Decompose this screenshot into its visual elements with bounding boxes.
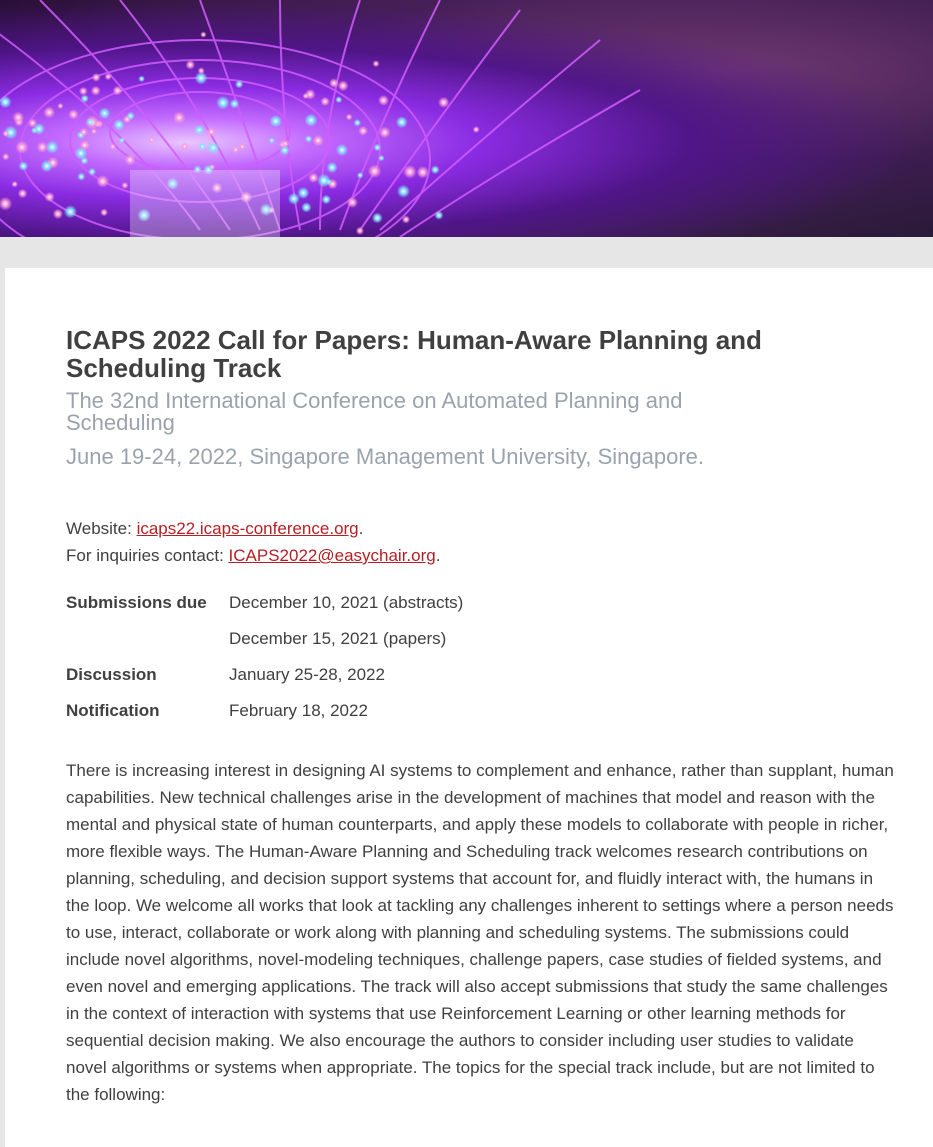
deadline-value: December 15, 2021 (papers) <box>229 629 447 648</box>
light-dot <box>96 175 109 188</box>
light-dot <box>230 99 240 109</box>
light-dot <box>19 161 29 171</box>
light-dot <box>335 96 342 103</box>
light-dot <box>86 118 94 126</box>
light-dot <box>397 185 410 198</box>
light-dot <box>91 86 101 96</box>
light-dot <box>438 97 449 108</box>
light-dot <box>373 60 380 67</box>
inquiries-label: For inquiries contact: <box>66 546 229 565</box>
light-dot <box>358 126 368 136</box>
light-dot <box>113 119 124 130</box>
light-dot <box>434 211 443 220</box>
light-dot <box>0 197 12 211</box>
website-label: Website: <box>66 519 137 538</box>
light-dot <box>53 209 63 219</box>
light-dot <box>41 160 53 172</box>
track-description: There is increasing interest in designing AI systems to complement and enhance, rather than supplant, human capabilities. New technical challenges arise in the development of machines that model and reason with the mental and physical state of human counterparts, and apply these models to collaborate with people in richer, more flexible ways. The Human-Aware Planning and Scheduling track welcomes research contributions on planning, scheduling, and decision support systems that account for, and fluidly interact with, the humans in the loop. We welcome all works that look at tackling any challenges inherent to settings where a person needs to use, interact, collaborate or work along with planning and scheduling systems. The submissions could include novel algorithms, novel-modeling techniques, challenge papers, case studies of fielded systems, and even novel and emerging applications. The track will also accept submissions that study the same challenges in the context of interaction with systems that use Reinforcement Learning or other learning methods for sequential decision making. We also encourage the authors to consider including user studies to validate novel algorithms or systems when appropriate. The topics for the special track include, but are not limited to the following: <box>66 761 894 1104</box>
light-dot <box>303 93 309 99</box>
deadline-label <box>66 621 229 657</box>
light-dot <box>207 142 219 154</box>
light-dot <box>46 141 59 154</box>
website-suffix: . <box>358 519 364 538</box>
deadline-row <box>66 693 463 729</box>
light-dot <box>64 205 77 218</box>
light-dot <box>235 80 243 88</box>
light-dot <box>186 60 196 70</box>
light-dot <box>281 140 289 148</box>
light-dot <box>11 181 18 188</box>
light-dot <box>368 164 382 178</box>
light-dot <box>354 119 361 126</box>
light-dot <box>80 128 88 136</box>
light-dot <box>81 95 89 103</box>
light-dot <box>148 137 155 144</box>
hero-lights-illustration <box>0 0 933 237</box>
light-dot <box>336 144 348 156</box>
light-dot <box>88 168 96 176</box>
light-dot <box>329 78 339 88</box>
light-dot <box>57 103 63 109</box>
light-dot <box>327 162 338 173</box>
deadline-row <box>66 621 463 657</box>
light-dot <box>270 115 283 128</box>
light-dot <box>317 174 331 188</box>
light-dot <box>356 227 364 235</box>
deadline-value: December 10, 2021 (abstracts) <box>229 593 464 612</box>
light-dot <box>198 142 206 150</box>
website-line <box>66 515 896 542</box>
light-dot <box>119 137 125 143</box>
deadline-label: Submissions due <box>66 593 207 612</box>
light-dot <box>2 153 9 160</box>
inquiries-suffix: . <box>435 546 441 565</box>
light-dot <box>374 144 382 152</box>
light-dot <box>297 187 309 199</box>
deadline-row <box>66 585 463 621</box>
light-dot <box>305 135 312 142</box>
inquiries-email-link[interactable]: ICAPS2022@easychair.org <box>228 546 436 565</box>
light-dot <box>181 142 189 150</box>
light-dot <box>216 96 230 110</box>
contact-block <box>66 515 896 569</box>
conference-dates-location: June 19-24, 2022, Singapore Management University, Singapore. <box>66 444 704 469</box>
deadline-row <box>66 657 463 693</box>
light-dot <box>79 87 88 96</box>
light-dot <box>99 108 111 120</box>
light-dot <box>312 135 323 146</box>
light-dot <box>417 166 430 179</box>
deadline-label: Discussion <box>66 665 157 684</box>
light-dot <box>338 80 349 91</box>
light-dot <box>239 143 246 150</box>
light-dot <box>431 165 440 174</box>
main-content <box>66 326 896 1125</box>
deadline-value: February 18, 2022 <box>229 701 368 720</box>
light-dot <box>75 147 88 160</box>
light-dot <box>207 127 216 136</box>
light-dot <box>77 173 85 181</box>
light-dot <box>320 97 329 106</box>
deadlines-table <box>66 585 463 729</box>
light-dot <box>346 114 353 121</box>
inquiries-line <box>66 542 896 569</box>
light-dot <box>18 189 28 199</box>
light-dot <box>33 123 45 135</box>
hero-banner-image <box>0 0 933 237</box>
light-dot <box>68 109 78 119</box>
light-dot <box>269 137 275 143</box>
light-dot <box>301 202 311 212</box>
light-dot <box>372 213 383 224</box>
light-dot <box>304 114 317 127</box>
light-dot <box>124 154 135 165</box>
content-card <box>5 268 933 1147</box>
light-dot <box>308 173 318 183</box>
light-dot <box>121 182 128 189</box>
light-dot <box>173 112 185 124</box>
light-dot <box>15 141 28 154</box>
light-dot <box>200 31 206 37</box>
light-dot <box>43 107 55 119</box>
light-dot <box>0 96 12 109</box>
light-dot <box>347 197 358 208</box>
deadline-label: Notification <box>66 701 160 720</box>
page-title: ICAPS 2022 Call for Papers: Human-Aware Planning and Scheduling Track <box>66 325 762 383</box>
light-dot <box>105 73 112 80</box>
light-dot <box>379 127 391 139</box>
light-dot <box>357 172 364 179</box>
conference-subtitle: The 32nd International Conference on Automated Planning and Scheduling <box>66 388 683 435</box>
light-dot <box>232 146 239 153</box>
light-dot <box>138 76 145 83</box>
light-dot <box>378 155 384 161</box>
light-dot <box>126 112 134 120</box>
light-dot <box>473 126 480 133</box>
light-dot <box>110 144 116 150</box>
light-dot <box>194 125 204 135</box>
light-dot <box>396 116 408 128</box>
light-dot <box>100 209 108 217</box>
light-dot <box>113 86 123 96</box>
light-dot <box>92 73 101 82</box>
light-dot <box>403 165 417 179</box>
light-dot <box>45 192 55 202</box>
website-link[interactable]: icaps22.icaps-conference.org <box>136 519 359 538</box>
light-dot <box>378 95 389 106</box>
light-dot <box>12 112 24 124</box>
light-dot <box>198 67 205 74</box>
light-dot <box>2 130 9 137</box>
light-dot <box>321 195 331 205</box>
deadline-value: January 25-28, 2022 <box>229 665 385 684</box>
light-dot <box>402 215 410 223</box>
